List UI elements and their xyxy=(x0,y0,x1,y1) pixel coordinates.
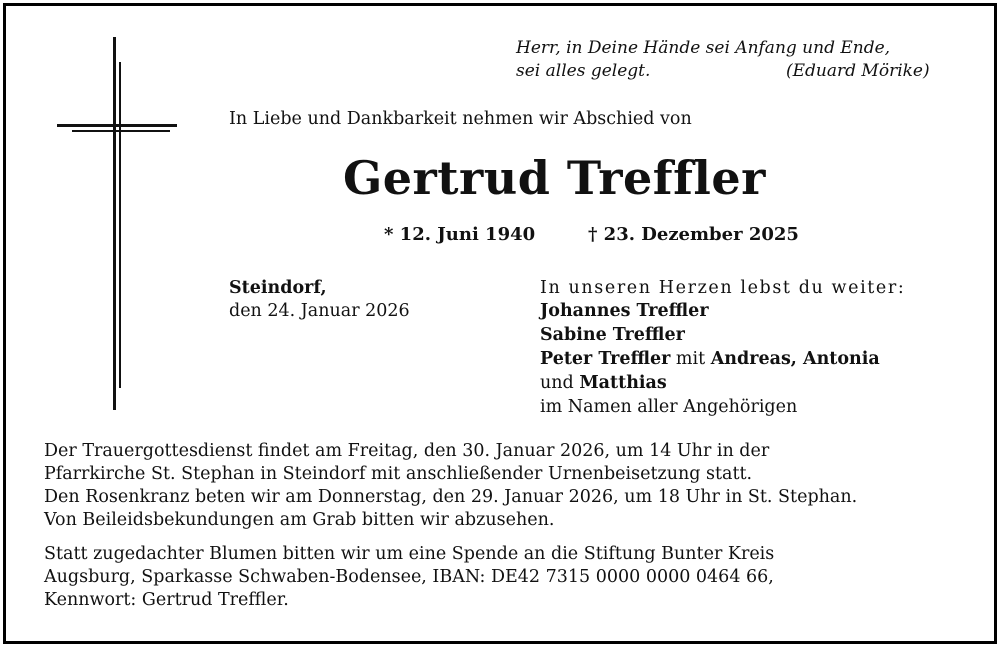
mourner-4 xyxy=(540,372,667,395)
mourner-1: Johannes Treffler xyxy=(540,301,709,321)
donation-line-3: Kennwort: Gertrud Treffler. xyxy=(44,590,289,610)
birth-date: * 12. Juni 1940 xyxy=(384,224,536,245)
place-town: Steindorf, xyxy=(229,278,327,298)
donation-line-1: Statt zugedachter Blumen bitten wir um eine Spende an die Stiftung Bunter Kreis xyxy=(44,544,775,564)
intro-text: In Liebe und Dankbarkeit nehmen wir Abschied von xyxy=(229,109,692,129)
cross-vertical-bar xyxy=(113,37,116,410)
cross-horizontal-line xyxy=(72,130,170,132)
mourner-4-und: und xyxy=(540,373,580,393)
quote-line-2: sei alles gelegt. xyxy=(516,61,651,81)
place-date: den 24. Januar 2026 xyxy=(229,301,410,321)
mourners-closing: im Namen aller Angehörigen xyxy=(540,397,798,417)
quote-author: (Eduard Mörike) xyxy=(786,61,930,81)
cross-horizontal-bar xyxy=(57,124,177,127)
mourner-4-name: Matthias xyxy=(579,373,667,393)
mourner-3-mit: mit xyxy=(670,349,711,369)
deceased-name: Gertrud Treffler xyxy=(343,151,766,205)
death-date: † 23. Dezember 2025 xyxy=(588,224,799,245)
service-line-1: Der Trauergottesdienst findet am Freitag, den 30. Januar 2026, um 14 Uhr in der xyxy=(44,441,770,461)
cross-vertical-line xyxy=(119,62,121,388)
quote-line-1: Herr, in Deine Hände sei Anfang und Ende, xyxy=(516,38,891,58)
mourner-3-name: Peter Treffler xyxy=(540,349,671,369)
donation-line-2: Augsburg, Sparkasse Schwaben-Bodensee, IBAN: DE42 7315 0000 0000 0464 66, xyxy=(44,567,774,587)
mourner-3 xyxy=(540,348,880,371)
mourner-3-children: Andreas, Antonia xyxy=(710,349,880,369)
mourner-2: Sabine Treffler xyxy=(540,325,685,345)
service-line-3: Den Rosenkranz beten wir am Donnerstag, den 29. Januar 2026, um 18 Uhr in St. Stephan. xyxy=(44,487,858,507)
service-line-4: Von Beileidsbekundungen am Grab bitten wir abzusehen. xyxy=(44,510,555,530)
mourners-heading: In unseren Herzen lebst du weiter: xyxy=(540,278,906,298)
service-line-2: Pfarrkirche St. Stephan in Steindorf mit anschließender Urnenbeisetzung statt. xyxy=(44,464,753,484)
